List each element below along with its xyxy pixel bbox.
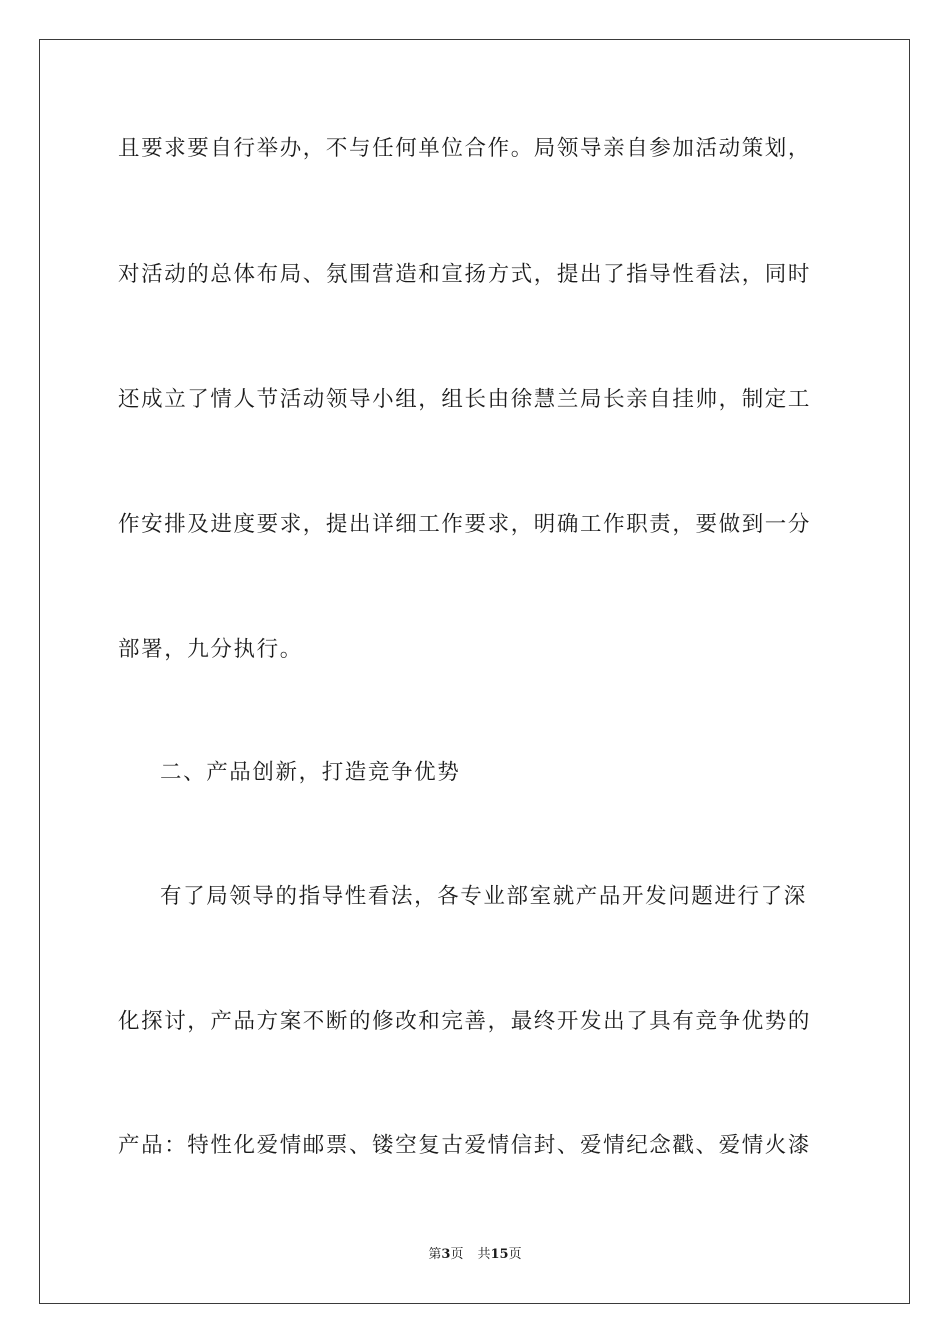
body-line-5: 部署，九分执行。 (118, 637, 303, 662)
paragraph2-line-1: 有了局领导的指导性看法，各专业部室就产品开发问题进行了深 (160, 884, 807, 909)
total-suffix: 页 (508, 1247, 522, 1262)
paragraph2-line-3: 产品：特性化爱情邮票、镂空复古爱情信封、爱情纪念戳、爱情火漆 (118, 1133, 812, 1158)
page-suffix: 页 (450, 1247, 464, 1262)
page-footer (0, 1246, 950, 1264)
body-line-3: 还成立了情人节活动领导小组，组长由徐慧兰局长亲自挂帅，制定工 (118, 387, 812, 412)
page-number: 3 (441, 1247, 451, 1262)
body-line-1: 且要求要自行举办，不与任何单位合作。局领导亲自参加活动策划， (118, 136, 812, 161)
section-heading: 二、产品创新，打造竞争优势 (160, 760, 461, 785)
body-line-4: 作安排及进度要求，提出详细工作要求，明确工作职责，要做到一分 (118, 512, 812, 537)
body-line-2: 对活动的总体布局、氛围营造和宣扬方式，提出了指导性看法，同时 (118, 262, 812, 287)
paragraph2-line-2: 化探讨，产品方案不断的修改和完善，最终开发出了具有竞争优势的 (118, 1009, 812, 1034)
page-prefix: 第 (428, 1247, 442, 1262)
total-pages: 15 (490, 1247, 509, 1262)
total-prefix: 共 (477, 1247, 491, 1262)
page-border (39, 39, 910, 1304)
